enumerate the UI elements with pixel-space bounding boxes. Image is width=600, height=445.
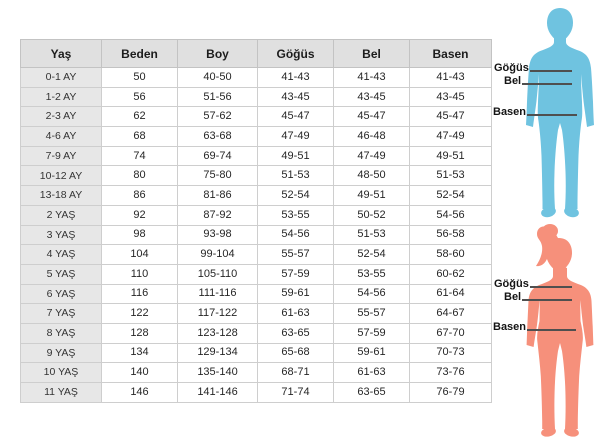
boy-body	[526, 33, 594, 209]
value-cell: 43-45	[258, 87, 334, 107]
age-cell: 13-18 AY	[21, 186, 102, 206]
column-header: Yaş	[21, 40, 102, 68]
value-cell: 61-64	[410, 284, 492, 304]
girl-hip-measure	[493, 321, 576, 333]
value-cell: 63-68	[178, 127, 258, 147]
age-cell: 6 YAŞ	[21, 284, 102, 304]
boy-chest-label: Göğüs	[494, 62, 529, 74]
value-cell: 53-55	[258, 205, 334, 225]
value-cell: 51-53	[258, 166, 334, 186]
value-cell: 59-61	[334, 343, 410, 363]
value-cell: 52-54	[410, 186, 492, 206]
boy-hip-measure	[493, 106, 577, 118]
value-cell: 68-71	[258, 363, 334, 383]
boy-chest-line	[530, 70, 572, 72]
table-row	[21, 343, 492, 363]
girl-waist-label: Bel	[504, 291, 522, 303]
age-cell: 2-3 AY	[21, 107, 102, 127]
girl-hip-label: Basen	[493, 321, 527, 333]
table-row	[21, 146, 492, 166]
value-cell: 40-50	[178, 68, 258, 88]
value-cell: 71-74	[258, 383, 334, 403]
value-cell: 75-80	[178, 166, 258, 186]
value-cell: 45-47	[258, 107, 334, 127]
table-row	[21, 225, 492, 245]
value-cell: 48-50	[334, 166, 410, 186]
value-cell: 122	[102, 304, 178, 324]
value-cell: 86	[102, 186, 178, 206]
table-row	[21, 205, 492, 225]
value-cell: 73-76	[410, 363, 492, 383]
size-table	[20, 39, 492, 403]
value-cell: 54-56	[334, 284, 410, 304]
value-cell: 81-86	[178, 186, 258, 206]
value-cell: 117-122	[178, 304, 258, 324]
value-cell: 41-43	[258, 68, 334, 88]
value-cell: 63-65	[334, 383, 410, 403]
value-cell: 57-59	[258, 264, 334, 284]
value-cell: 57-62	[178, 107, 258, 127]
age-cell: 9 YAŞ	[21, 343, 102, 363]
value-cell: 74	[102, 146, 178, 166]
age-cell: 7-9 AY	[21, 146, 102, 166]
age-cell: 7 YAŞ	[21, 304, 102, 324]
value-cell: 59-61	[258, 284, 334, 304]
girl-waist-measure	[504, 291, 572, 303]
value-cell: 93-98	[178, 225, 258, 245]
value-cell: 49-51	[410, 146, 492, 166]
value-cell: 92	[102, 205, 178, 225]
column-header: Göğüs	[258, 40, 334, 68]
value-cell: 43-45	[410, 87, 492, 107]
girl-chest-label: Göğüs	[494, 278, 529, 290]
table-row	[21, 264, 492, 284]
value-cell: 99-104	[178, 245, 258, 265]
value-cell: 50	[102, 68, 178, 88]
girl-chest-measure	[494, 278, 572, 290]
value-cell: 45-47	[334, 107, 410, 127]
value-cell: 50-52	[334, 205, 410, 225]
value-cell: 80	[102, 166, 178, 186]
value-cell: 51-56	[178, 87, 258, 107]
value-cell: 76-79	[410, 383, 492, 403]
value-cell: 62	[102, 107, 178, 127]
value-cell: 111-116	[178, 284, 258, 304]
age-cell: 3 YAŞ	[21, 225, 102, 245]
column-header: Boy	[178, 40, 258, 68]
value-cell: 63-65	[258, 323, 334, 343]
column-header: Beden	[102, 40, 178, 68]
boy-hip-line	[527, 114, 577, 116]
value-cell: 49-51	[334, 186, 410, 206]
value-cell: 55-57	[334, 304, 410, 324]
value-cell: 51-53	[410, 166, 492, 186]
value-cell: 70-73	[410, 343, 492, 363]
value-cell: 146	[102, 383, 178, 403]
value-cell: 56	[102, 87, 178, 107]
age-cell: 11 YAŞ	[21, 383, 102, 403]
value-cell: 46-48	[334, 127, 410, 147]
girl-waist-line	[522, 299, 572, 301]
table-row	[21, 127, 492, 147]
value-cell: 52-54	[258, 186, 334, 206]
value-cell: 135-140	[178, 363, 258, 383]
value-cell: 55-57	[258, 245, 334, 265]
age-cell: 4 YAŞ	[21, 245, 102, 265]
value-cell: 105-110	[178, 264, 258, 284]
value-cell: 87-92	[178, 205, 258, 225]
value-cell: 116	[102, 284, 178, 304]
value-cell: 61-63	[334, 363, 410, 383]
value-cell: 123-128	[178, 323, 258, 343]
boy-waist-label: Bel	[504, 75, 522, 87]
boy-hip-label: Basen	[493, 106, 527, 118]
value-cell: 98	[102, 225, 178, 245]
value-cell: 52-54	[334, 245, 410, 265]
boy-waist-line	[522, 83, 572, 85]
value-cell: 134	[102, 343, 178, 363]
value-cell: 67-70	[410, 323, 492, 343]
value-cell: 69-74	[178, 146, 258, 166]
value-cell: 56-58	[410, 225, 492, 245]
column-header: Basen	[410, 40, 492, 68]
value-cell: 140	[102, 363, 178, 383]
value-cell: 49-51	[258, 146, 334, 166]
column-header: Bel	[334, 40, 410, 68]
age-cell: 10-12 AY	[21, 166, 102, 186]
value-cell: 53-55	[334, 264, 410, 284]
value-cell: 54-56	[258, 225, 334, 245]
value-cell: 64-67	[410, 304, 492, 324]
value-cell: 47-49	[334, 146, 410, 166]
value-cell: 141-146	[178, 383, 258, 403]
table-row	[21, 166, 492, 186]
table-header-row	[21, 40, 492, 68]
age-cell: 0-1 AY	[21, 68, 102, 88]
girl-head	[546, 238, 572, 270]
girl-chest-line	[530, 286, 572, 288]
value-cell: 68	[102, 127, 178, 147]
table-row	[21, 323, 492, 343]
boy-waist-measure	[504, 75, 572, 87]
value-cell: 129-134	[178, 343, 258, 363]
age-cell: 10 YAŞ	[21, 363, 102, 383]
value-cell: 61-63	[258, 304, 334, 324]
value-cell: 58-60	[410, 245, 492, 265]
table-row	[21, 245, 492, 265]
table-row	[21, 87, 492, 107]
value-cell: 65-68	[258, 343, 334, 363]
value-cell: 54-56	[410, 205, 492, 225]
value-cell: 51-53	[334, 225, 410, 245]
value-cell: 45-47	[410, 107, 492, 127]
table-row	[21, 304, 492, 324]
value-cell: 60-62	[410, 264, 492, 284]
value-cell: 110	[102, 264, 178, 284]
table-row	[21, 186, 492, 206]
size-table-body	[21, 68, 492, 403]
value-cell: 41-43	[334, 68, 410, 88]
age-cell: 5 YAŞ	[21, 264, 102, 284]
table-row	[21, 284, 492, 304]
age-cell: 1-2 AY	[21, 87, 102, 107]
value-cell: 47-49	[258, 127, 334, 147]
age-cell: 8 YAŞ	[21, 323, 102, 343]
age-cell: 4-6 AY	[21, 127, 102, 147]
value-cell: 104	[102, 245, 178, 265]
table-row	[21, 363, 492, 383]
girl-hip-line	[527, 329, 576, 331]
age-cell: 2 YAŞ	[21, 205, 102, 225]
value-cell: 47-49	[410, 127, 492, 147]
table-row	[21, 68, 492, 88]
table-row	[21, 383, 492, 403]
boy-chest-measure	[494, 62, 572, 74]
value-cell: 43-45	[334, 87, 410, 107]
value-cell: 128	[102, 323, 178, 343]
value-cell: 57-59	[334, 323, 410, 343]
value-cell: 41-43	[410, 68, 492, 88]
table-row	[21, 107, 492, 127]
